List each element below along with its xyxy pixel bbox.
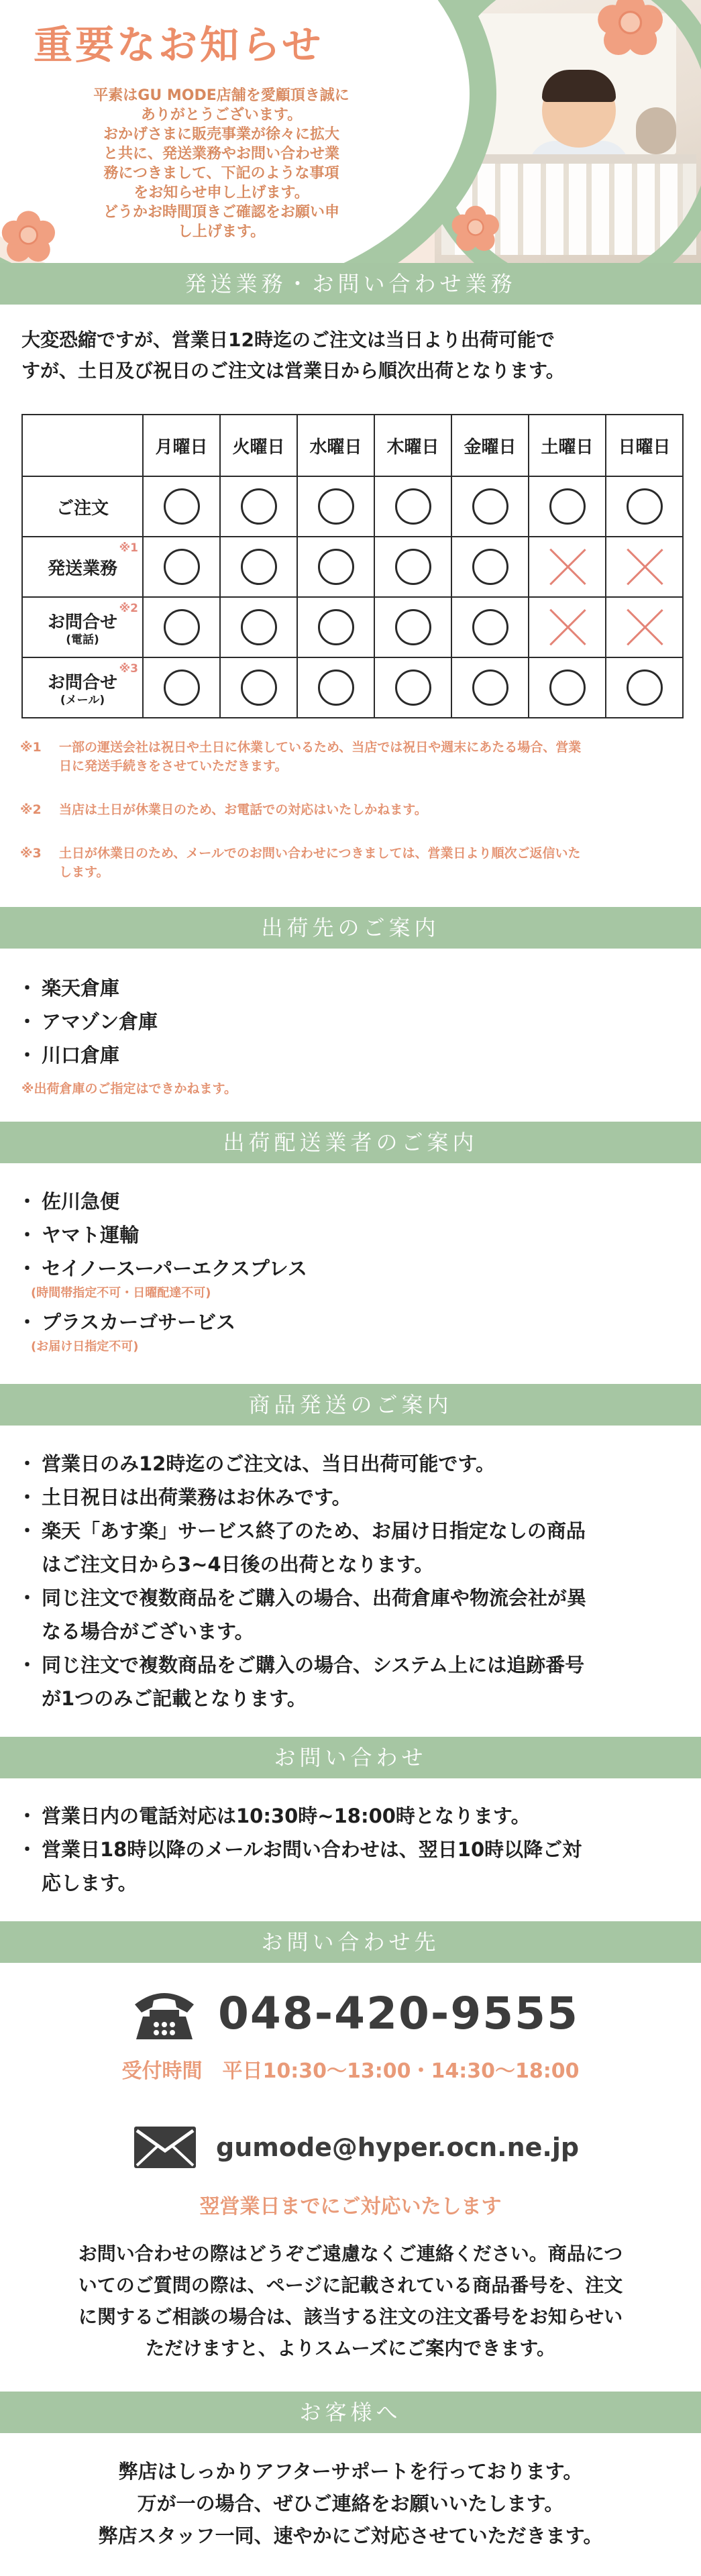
row-label: お問合せ (メール) ※3 [22,657,143,718]
business-hours: 受付時間 平日10:30～13:00・14:30～18:00 [121,2059,580,2083]
day-header: 金曜日 [451,415,529,476]
page-title: 重要なお知らせ [34,22,324,68]
schedule-cell [529,476,606,537]
circle-icon [164,609,200,645]
telephone-icon [131,1984,198,2042]
schedule-cell [374,537,451,597]
ops-intro: 大変恐縮ですが、営業日12時迄のご注文は当日より出荷可能で すが、土日及び祝日のご注文は営業日から順次出荷となります。 [21,329,565,382]
email-contact [134,2127,579,2168]
day-header: 火曜日 [220,415,297,476]
schedule-cell [297,657,374,718]
schedule-cell [143,537,220,597]
schedule-header-row [22,415,683,476]
circle-icon [241,669,277,706]
schedule-cell [143,476,220,537]
circle-icon [164,549,200,585]
section-header-carriers: 出荷配送業者のご案内 [0,1122,701,1163]
schedule-cell [297,537,374,597]
table-corner [22,415,143,476]
schedule-cell [220,657,297,718]
circle-icon [549,669,586,706]
list-item: ・ 同じ注文で複数商品をご購入の場合、システム上には追跡番号 が1つのみご記載となります。 [21,1648,686,1715]
cross-icon [624,606,665,648]
circle-icon [395,488,431,525]
circle-icon [241,609,277,645]
schedule-cell [143,597,220,657]
list-item: ・ 営業日のみ12時迄のご注文は、当日出荷可能です。 [21,1447,686,1481]
reply-note: 翌営業日までにご対応いたします [199,2195,502,2218]
section-header-contact-info: お問い合わせ先 [0,1921,701,1963]
day-header: 土曜日 [529,415,606,476]
circle-icon [241,549,277,585]
row-label: ご注文 [22,476,143,537]
schedule-cell [220,597,297,657]
phone-number[interactable]: 048-420-9555 [218,1987,580,2039]
day-header: 日曜日 [606,415,683,476]
list-item: ・ セイノースーパーエクスプレス [21,1252,686,1285]
table-row [22,476,683,537]
list-item: ・ 楽天倉庫 [21,971,686,1005]
table-row [22,537,683,597]
product-shipping-list [21,1447,686,1715]
list-item: ・ 楽天「あす楽」サービス終了のため、お届け日指定なしの商品 はご注文日から3~4日後の出荷となります。 [21,1514,686,1581]
schedule-cell [451,476,529,537]
schedule-cell [297,597,374,657]
hero-banner [0,0,701,263]
schedule-cell [606,657,683,718]
circle-icon [472,488,508,525]
section-header-customers: お客様へ [0,2392,701,2433]
day-header: 木曜日 [374,415,451,476]
section-header-ship-from: 出荷先のご案内 [0,907,701,949]
cross-icon [624,546,665,588]
table-row [22,597,683,657]
contact-list [21,1799,686,1900]
circle-icon [164,488,200,525]
schedule-cell [374,476,451,537]
phone-contact [131,1984,579,2042]
list-item: ・ 川口倉庫 [21,1038,686,1072]
circle-icon [549,488,586,525]
circle-icon [395,669,431,706]
row-label: お問合せ (電話) ※2 [22,597,143,657]
schedule-cell [451,537,529,597]
schedule-cell [529,657,606,718]
schedule-cell [606,476,683,537]
schedule-cell [374,597,451,657]
circle-icon [395,549,431,585]
list-item: ・ 佐川急便 [21,1185,686,1218]
list-item: ・ プラスカーゴサービス [21,1305,686,1339]
warehouse-note: ※出荷倉庫のご指定はできかねます。 [21,1081,237,1096]
schedule-cell [220,476,297,537]
schedule-cell [529,597,606,657]
day-header: 月曜日 [143,415,220,476]
section-header-shipping-ops: 発送業務・お問い合わせ業務 [0,263,701,305]
circle-icon [395,609,431,645]
circle-icon [472,609,508,645]
table-row [22,657,683,718]
carrier-note: (お届け日指定不可) [31,1340,139,1354]
section-header-product-shipping: 商品発送のご案内 [0,1384,701,1426]
footnote-2: ※2 当店は土日が休業日のため、お電話での対応はいたしかねます。 [20,802,427,817]
circle-icon [318,549,354,585]
schedule-cell [297,476,374,537]
circle-icon [627,488,663,525]
circle-icon [164,669,200,706]
list-item: ・ アマゾン倉庫 [21,1005,686,1038]
cross-icon [547,546,588,588]
day-header: 水曜日 [297,415,374,476]
list-item: ・ 営業日内の電話対応は10:30時~18:00時となります。 [21,1799,686,1833]
schedule-cell [143,657,220,718]
contact-body: お問い合わせの際はどうぞご遠慮なくご連絡ください。商品につ いてのご質問の際は、ページに記載されている商品番号を、注文 に関するご相談の場合は、該当する注文の注文番号をお知らせい ただけますと、よりスムーズにご案内できます。 [78,2243,623,2359]
warehouse-list [21,971,686,1072]
schedule-cell [451,657,529,718]
circle-icon [241,488,277,525]
schedule-table [21,414,684,718]
row-label: 発送業務 ※1 [22,537,143,597]
list-item: ・ 営業日18時以降のメールお問い合わせは、翌日10時以降ご対 応します。 [21,1833,686,1900]
schedule-cell [220,537,297,597]
circle-icon [472,549,508,585]
list-item: ・ 同じ注文で複数商品をご購入の場合、出荷倉庫や物流会社が異 なる場合がございます。 [21,1581,686,1648]
carrier-note: (時間帯指定不可・日曜配達不可) [31,1286,211,1300]
schedule-cell [606,597,683,657]
email-address[interactable]: gumode@hyper.ocn.ne.jp [216,2133,580,2162]
schedule-cell [606,537,683,597]
footnote-3: ※3 土日が休業日のため、メールでのお問い合わせにつきましては、営業日より順次ご返信いた します。 [20,846,581,879]
footnote-1: ※1 一部の運送会社は祝日や土日に休業しているため、当店では祝日や週末にあたる場合、営業 日に発送手続きをさせていただきます。 [20,740,582,773]
hero-message: 平素はGU MODE店舗を愛顧頂き誠に ありがとうございます。 おかげさまに販売事業が徐々に拡大 と共に、発送業務やお問い合わせ業 務につきまして、下記のような事項 をお知らせ申し上げます。 どうかお時間頂きご確認をお願い申 し上げます。 [93,87,349,240]
list-item: ・ 土日祝日は出荷業務はお休みです。 [21,1481,686,1514]
list-item: ・ ヤマト運輸 [21,1218,686,1252]
section-header-contact: お問い合わせ [0,1737,701,1778]
carrier-list [21,1185,686,1359]
envelope-icon [134,2127,196,2168]
circle-icon [472,669,508,706]
schedule-cell [529,537,606,597]
customer-message: 弊店はしっかりアフターサポートを行っております。 万が一の場合、ぜひご連絡をお願いいたします。 弊店スタッフ一同、速やかにご対応させていただきます。 [98,2460,603,2547]
circle-icon [627,669,663,706]
circle-icon [318,488,354,525]
schedule-cell [451,597,529,657]
circle-icon [318,609,354,645]
cross-icon [547,606,588,648]
schedule-cell [374,657,451,718]
circle-icon [318,669,354,706]
